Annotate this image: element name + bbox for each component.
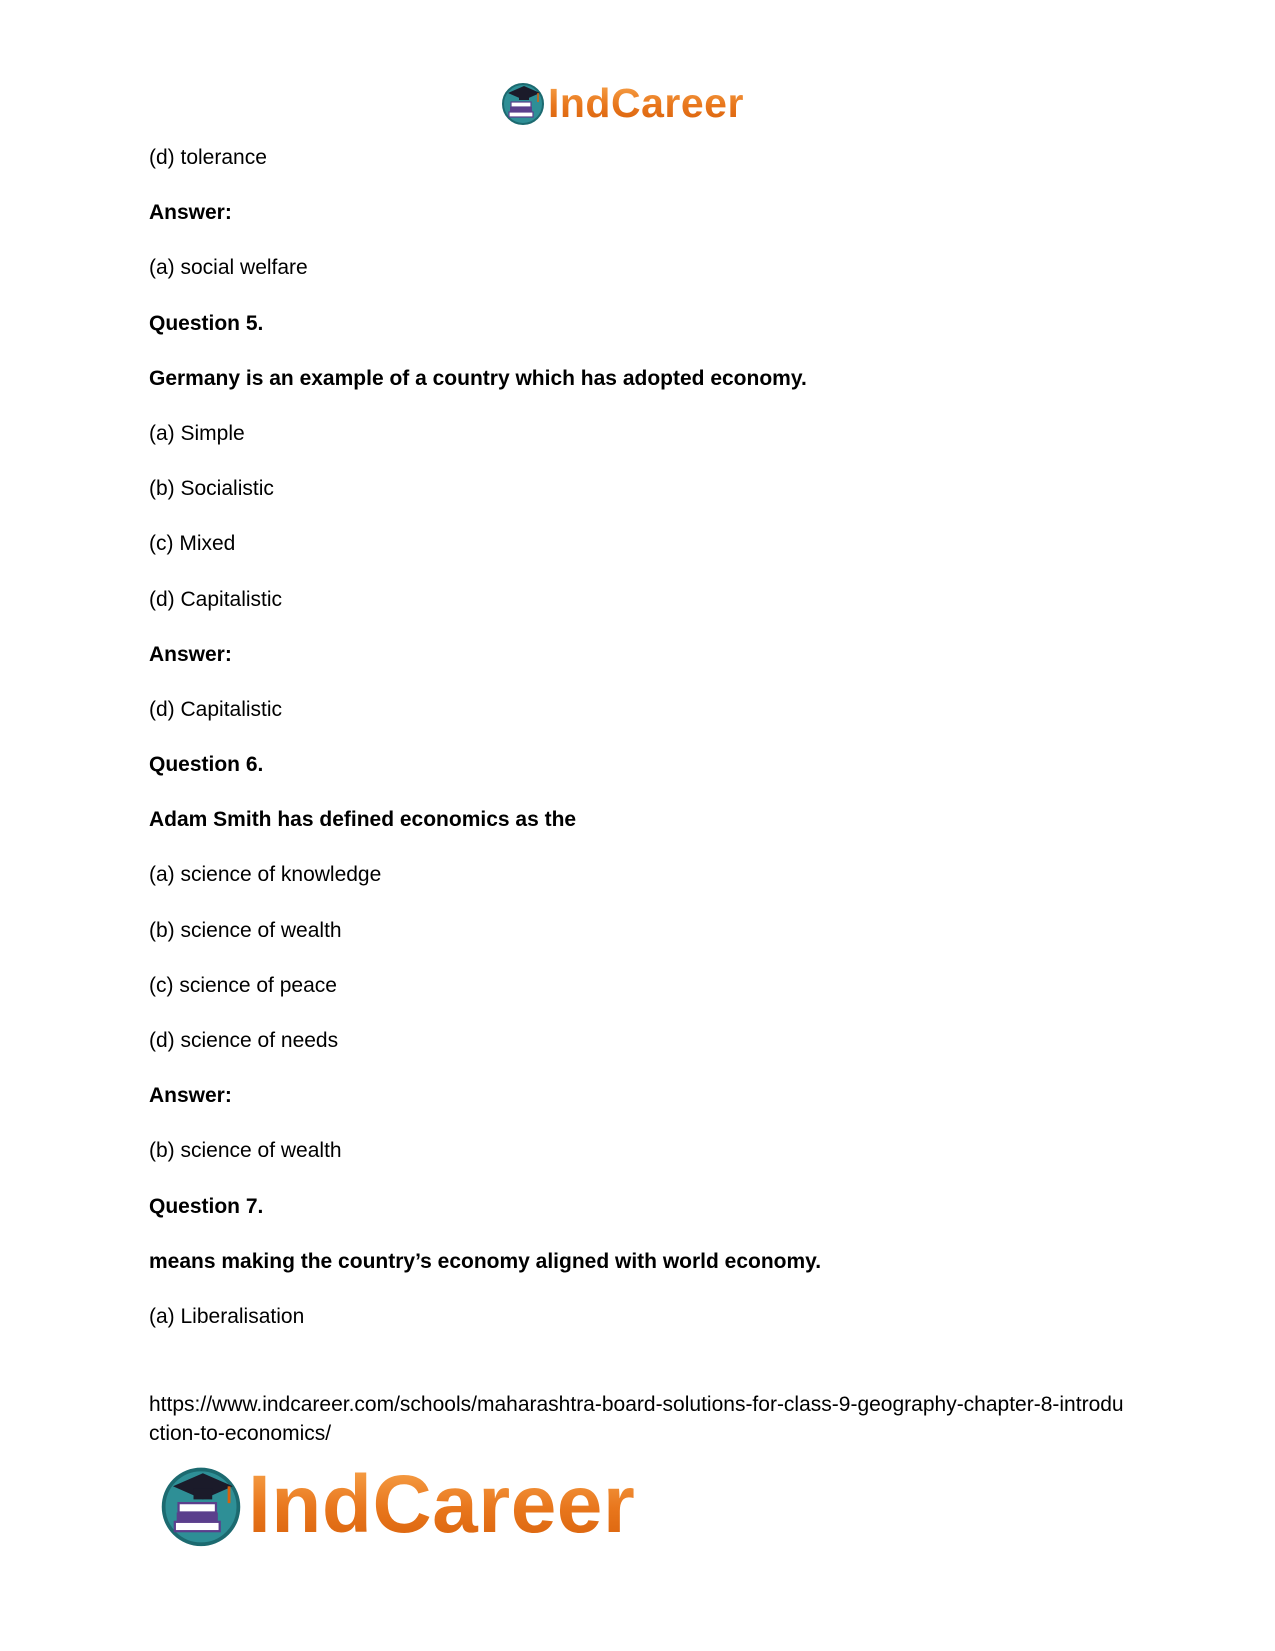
bold-text-line: Answer: (149, 1084, 232, 1108)
header-logo (500, 80, 744, 126)
bold-text-line: Answer: (149, 642, 232, 666)
graduation-cap-books-globe-icon (500, 80, 546, 126)
document-body (149, 145, 1129, 1359)
source-url[interactable]: https://www.indcareer.com/schools/maharashtra-board-solutions-for-class-9-geography-chapter-8-introduction-to-economics/ (149, 1393, 1124, 1445)
bold-text-line: Answer: (149, 201, 232, 225)
bold-text-line: Question 5. (149, 311, 264, 335)
bold-text-line: Adam Smith has defined economics as the (149, 808, 577, 832)
text-line: (c) Mixed (149, 532, 236, 556)
brand-name: IndCareer (548, 79, 744, 126)
bold-text-line: Germany is an example of a country which has adopted economy. (149, 366, 807, 390)
brand-name: IndCareer (248, 1459, 636, 1550)
text-line: (d) Capitalistic (149, 697, 283, 721)
text-line: (b) Socialistic (149, 477, 274, 501)
text-line: (d) tolerance (149, 146, 267, 169)
text-line: (a) Liberalisation (149, 1304, 305, 1328)
text-line: (a) science of knowledge (149, 863, 382, 887)
text-line: (c) science of peace (149, 973, 337, 997)
text-line: (b) science of wealth (149, 918, 342, 942)
text-line: (b) science of wealth (149, 1139, 342, 1163)
text-line: (a) social welfare (149, 256, 308, 280)
text-line: (d) Capitalistic (149, 587, 283, 611)
graduation-cap-books-globe-icon (158, 1462, 244, 1548)
bold-text-line: Question 6. (149, 753, 264, 777)
text-line: (d) science of needs (149, 1029, 339, 1052)
text-line: (a) Simple (149, 421, 245, 445)
footer-logo (158, 1459, 636, 1550)
bold-text-line: means making the country’s economy aligned with world economy. (149, 1249, 822, 1273)
bold-text-line: Question 7. (149, 1194, 264, 1218)
